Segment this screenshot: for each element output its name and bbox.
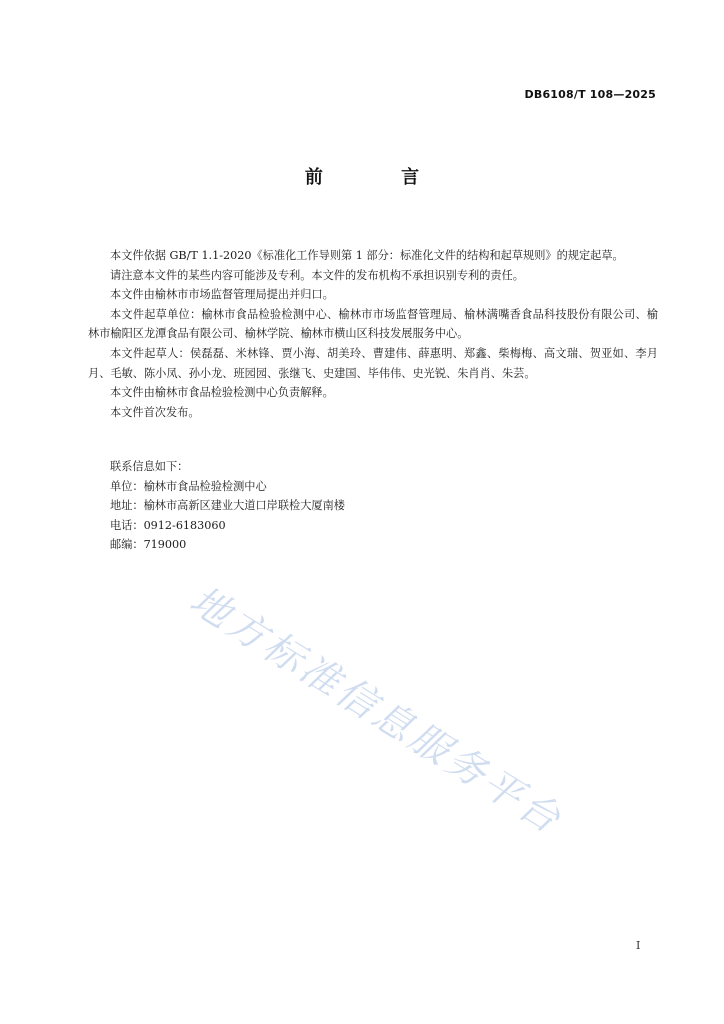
- paragraph-patent-notice: 请注意本文件的某些内容可能涉及专利。本文件的发布机构不承担识别专利的责任。: [110, 268, 524, 282]
- contact-heading: 联系信息如下：: [110, 460, 189, 473]
- document-code: DB6108/T 108—2025: [524, 88, 656, 101]
- paragraph-first-release: 本文件首次发布。: [110, 405, 200, 419]
- paragraph-basis: 本文件依据 GB/T 1.1-2020《标准化工作导则第 1 部分：标准化文件的结构和起草规则》的规定起草。: [110, 249, 624, 262]
- contact-address: 地址：榆林市高新区建业大道口岸联检大厦南楼: [110, 499, 345, 513]
- paragraph-proposer: 本文件由榆林市市场监督管理局提出并归口。: [110, 288, 334, 302]
- paragraph-interpretation: 本文件由榆林市食品检验检测中心负责解释。: [110, 386, 334, 400]
- paragraph-drafters: 本文件起草人：侯磊磊、米林锋、贾小海、胡美玲、曹建伟、薛惠明、郑鑫、柴梅梅、高文瑞、贺亚如、李月月、毛敏、陈小凤、孙小龙、班园园、张继飞、史建国、毕伟伟、史光锐、朱肖肖、朱芸。: [88, 346, 658, 380]
- contact-unit: 单位：榆林市食品检验检测中心: [110, 479, 267, 493]
- contact-phone: 电话：0912-6183060: [110, 518, 226, 532]
- paragraph-drafting-units: 本文件起草单位：榆林市食品检验检测中心、榆林市市场监督管理局、榆林满嘴香食品科技股份有限公司、榆林市榆阳区龙潭食品有限公司、榆林学院、榆林市横山区科技发展服务中心。: [88, 307, 658, 341]
- page-title: 前 言: [304, 167, 456, 188]
- foreword-body: [88, 246, 658, 422]
- watermark: 地方标准信息服务平台: [181, 577, 571, 844]
- page-number: I: [636, 939, 641, 952]
- contact-block: [110, 457, 650, 555]
- contact-postcode: 邮编：719000: [110, 538, 187, 552]
